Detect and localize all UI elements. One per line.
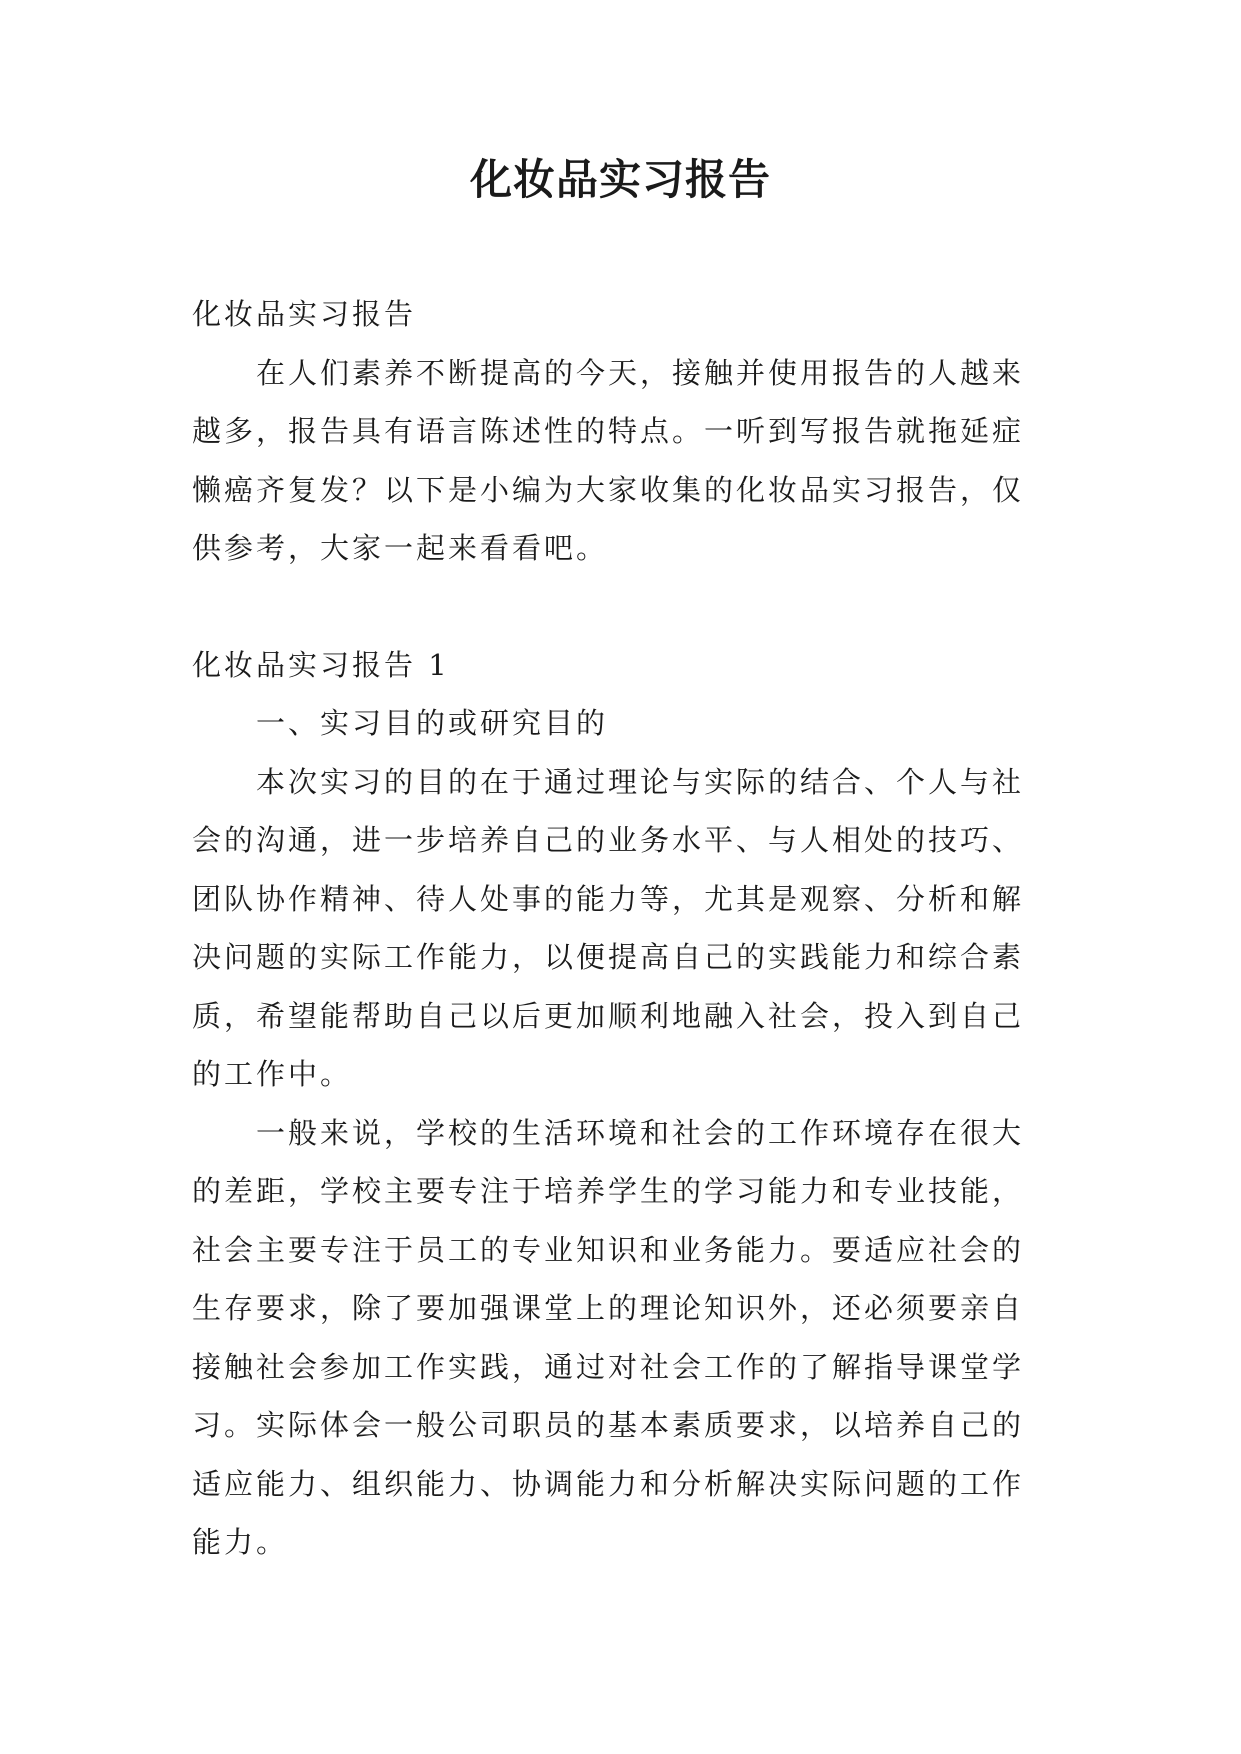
paragraph-line: 决问题的实际工作能力，以便提高自己的实践能力和综合素 [192,940,1025,974]
subheading: 一、实习目的或研究目的 [256,706,609,740]
paragraph-line: 一般来说，学校的生活环境和社会的工作环境存在很大 [256,1115,1025,1150]
paragraph-purpose [192,753,1064,1104]
paragraph-line: 的差距，学校主要专注于培养学生的学习能力和专业技能， [192,1174,1025,1208]
paragraph-environment [192,1104,1064,1572]
document-body [192,285,1064,1572]
paragraph-line: 本次实习的目的在于通过理论与实际的结合、个人与社 [256,764,1025,799]
intro-line: 在人们素养不断提高的今天，接触并使用报告的人越来 [256,355,1025,390]
paragraph-line: 习。实际体会一般公司职员的基本素质要求，以培养自己的 [192,1408,1025,1442]
paragraph-spacer [192,578,1064,636]
intro-line: 越多，报告具有语言陈述性的特点。一听到写报告就拖延症 [192,414,1025,448]
paragraph-line: 的工作中。 [192,1057,353,1091]
intro-line: 懒癌齐复发？以下是小编为大家收集的化妆品实习报告，仅 [192,472,1025,507]
intro-line: 供参考，大家一起来看看吧。 [192,531,609,565]
paragraph-line: 适应能力、组织能力、协调能力和分析解决实际问题的工作 [192,1466,1025,1501]
paragraph-line: 能力。 [192,1525,289,1559]
paragraph-line: 会的沟通，进一步培养自己的业务水平、与人相处的技巧、 [192,823,1025,857]
paragraph-line: 质，希望能帮助自己以后更加顺利地融入社会，投入到自己 [192,998,1025,1033]
paragraph-line: 社会主要专注于员工的专业知识和业务能力。要适应社会的 [192,1232,1025,1267]
paragraph-line: 生存要求，除了要加强课堂上的理论知识外，还必须要亲自 [192,1291,1025,1325]
document-title: 化妆品实习报告 [469,155,771,204]
intro-paragraph [192,344,1064,578]
section-heading: 化妆品实习报告 1 [192,647,450,682]
doc-subtitle: 化妆品实习报告 [192,297,417,331]
paragraph-line: 团队协作精神、待人处事的能力等，尤其是观察、分析和解 [192,881,1025,916]
paragraph-line: 接触社会参加工作实践，通过对社会工作的了解指导课堂学 [192,1349,1025,1384]
